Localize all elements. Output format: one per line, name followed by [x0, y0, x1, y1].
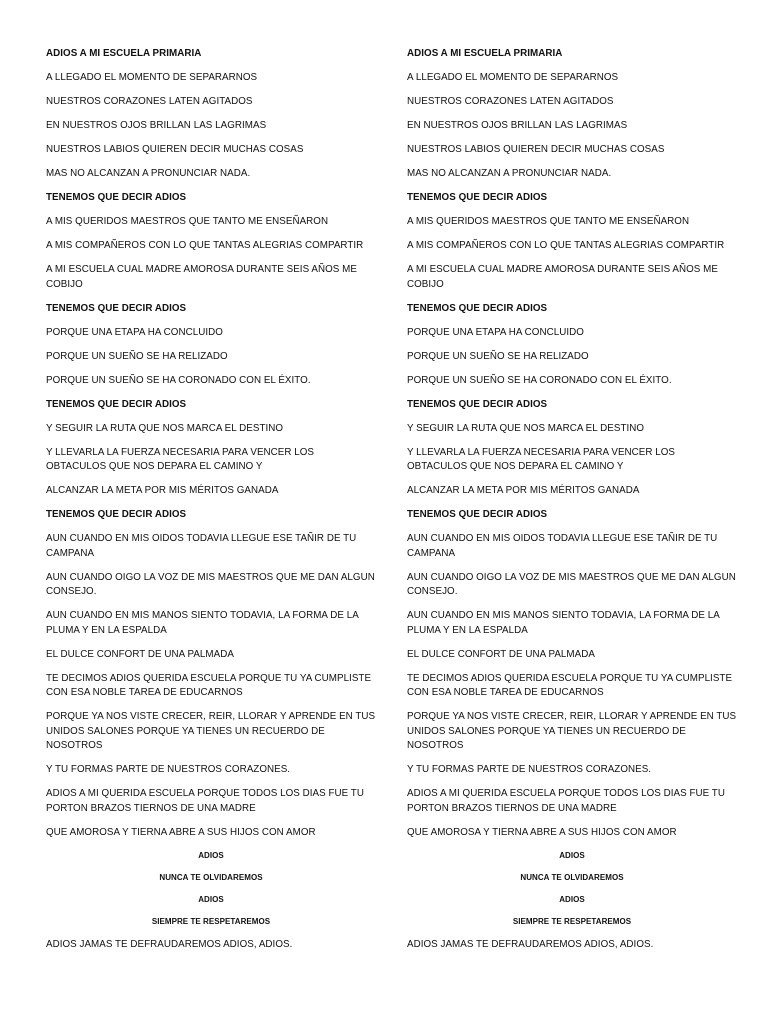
poem-line-right: QUE AMOROSA Y TIERNA ABRE A SUS HIJOS CON AMOR [407, 826, 677, 838]
poem-line-right: AUN CUANDO EN MIS OIDOS TODAVIA LLEGUE ESE TAÑIR DE TU CAMPANA [407, 533, 718, 559]
poem-line-right: Y TU FORMAS PARTE DE NUESTROS CORAZONES. [407, 764, 652, 775]
poem-line-left: NUESTROS CORAZONES LATEN AGITADOS [46, 96, 253, 107]
poem-line-left: PORQUE UNA ETAPA HA CONCLUIDO [46, 326, 223, 338]
poem-line-left: ADIOS JAMAS TE DEFRAUDAREMOS ADIOS, ADIOS. [46, 938, 293, 950]
poem-line-right: EN NUESTROS OJOS BRILLAN LAS LAGRIMAS [407, 120, 628, 131]
poem-column-right [407, 47, 737, 962]
poem-line-right: Y LLEVARLA LA FUERZA NECESARIA PARA VENCER LOS OBTACULOS QUE NOS DEPARA EL CAMINO Y [407, 446, 676, 472]
poem-line-left: NUESTROS LABIOS QUIEREN DECIR MUCHAS COSAS [46, 144, 304, 155]
poem-line-left: PORQUE UN SUEÑO SE HA RELIZADO [46, 350, 228, 362]
poem-line-right: ADIOS [559, 850, 585, 860]
poem-line-right: TE DECIMOS ADIOS QUERIDA ESCUELA PORQUE TU YA CUMPLISTE CON ESA NOBLE TAREA DE EDUCARNOS [407, 672, 733, 698]
poem-line-right: ADIOS A MI QUERIDA ESCUELA PORQUE TODOS LOS DIAS FUE TU PORTON BRAZOS TIERNOS DE UNA MADRE [407, 788, 725, 814]
poem-line-right: NUNCA TE OLVIDAREMOS [520, 872, 624, 882]
poem-line-left: Y LLEVARLA LA FUERZA NECESARIA PARA VENCER LOS OBTACULOS QUE NOS DEPARA EL CAMINO Y [46, 446, 315, 472]
poem-line-right: PORQUE YA NOS VISTE CRECER, REIR, LLORAR Y APRENDE EN TUS UNIDOS SALONES PORQUE YA TIENES UN RECUERDO DE NOSOTROS [407, 711, 737, 751]
poem-line-left: A LLEGADO EL MOMENTO DE SEPARARNOS [46, 72, 258, 83]
poem-heading-line-left: ADIOS A MI ESCUELA PRIMARIA [46, 48, 202, 59]
poem-line-left: TE DECIMOS ADIOS QUERIDA ESCUELA PORQUE TU YA CUMPLISTE CON ESA NOBLE TAREA DE EDUCARNOS [46, 672, 372, 698]
poem-line-left: PORQUE UN SUEÑO SE HA CORONADO CON EL ÉXITO. [46, 374, 311, 386]
poem-line-right: ADIOS [559, 894, 585, 904]
poem-line-right: A LLEGADO EL MOMENTO DE SEPARARNOS [407, 72, 619, 83]
poem-line-left: A MI ESCUELA CUAL MADRE AMOROSA DURANTE SEIS AÑOS ME COBIJO [46, 264, 357, 290]
poem-line-left: EN NUESTROS OJOS BRILLAN LAS LAGRIMAS [46, 120, 267, 131]
poem-line-right: A MI ESCUELA CUAL MADRE AMOROSA DURANTE SEIS AÑOS ME COBIJO [407, 264, 718, 290]
poem-line-left: MAS NO ALCANZAN A PRONUNCIAR NADA. [46, 168, 251, 179]
poem-heading-line-right: TENEMOS QUE DECIR ADIOS [407, 398, 548, 410]
poem-heading-line-left: TENEMOS QUE DECIR ADIOS [46, 398, 187, 410]
poem-line-left: Y TU FORMAS PARTE DE NUESTROS CORAZONES. [46, 764, 291, 775]
poem-column-left [46, 47, 376, 962]
poem-line-left: AUN CUANDO OIGO LA VOZ DE MIS MAESTROS QUE ME DAN ALGUN CONSEJO. [46, 571, 375, 597]
poem-line-right: ALCANZAR LA META POR MIS MÉRITOS GANADA [407, 485, 640, 496]
poem-line-right: NUESTROS LABIOS QUIEREN DECIR MUCHAS COSAS [407, 144, 665, 155]
poem-line-left: QUE AMOROSA Y TIERNA ABRE A SUS HIJOS CON AMOR [46, 826, 316, 838]
poem-heading-line-left: TENEMOS QUE DECIR ADIOS [46, 509, 187, 520]
poem-line-right: AUN CUANDO EN MIS MANOS SIENTO TODAVIA, LA FORMA DE LA PLUMA Y EN LA ESPALDA [407, 610, 720, 636]
poem-line-right: A MIS COMPAÑEROS CON LO QUE TANTAS ALEGRIAS COMPARTIR [407, 240, 725, 251]
poem-line-left: ALCANZAR LA META POR MIS MÉRITOS GANADA [46, 485, 279, 496]
poem-heading-line-right: TENEMOS QUE DECIR ADIOS [407, 509, 548, 520]
poem-heading-line-right: TENEMOS QUE DECIR ADIOS [407, 302, 548, 314]
poem-line-right: PORQUE UN SUEÑO SE HA CORONADO CON EL ÉXITO. [407, 374, 672, 386]
poem-line-left: ADIOS [198, 894, 224, 904]
poem-line-right: MAS NO ALCANZAN A PRONUNCIAR NADA. [407, 168, 612, 179]
poem-heading-line-right: ADIOS A MI ESCUELA PRIMARIA [407, 48, 563, 59]
poem-line-left: ADIOS [198, 850, 224, 860]
poem-line-right: ADIOS JAMAS TE DEFRAUDAREMOS ADIOS, ADIOS. [407, 938, 654, 950]
poem-line-right: A MIS QUERIDOS MAESTROS QUE TANTO ME ENSEÑARON [407, 216, 690, 227]
poem-line-right: AUN CUANDO OIGO LA VOZ DE MIS MAESTROS QUE ME DAN ALGUN CONSEJO. [407, 571, 736, 597]
poem-line-left: A MIS COMPAÑEROS CON LO QUE TANTAS ALEGRIAS COMPARTIR [46, 240, 364, 251]
poem-heading-line-left: TENEMOS QUE DECIR ADIOS [46, 192, 187, 203]
poem-line-left: SIEMPRE TE RESPETAREMOS [151, 916, 271, 926]
poem-line-right: Y SEGUIR LA RUTA QUE NOS MARCA EL DESTINO [407, 422, 645, 434]
poem-line-right: PORQUE UNA ETAPA HA CONCLUIDO [407, 326, 584, 338]
poem-line-left: PORQUE YA NOS VISTE CRECER, REIR, LLORAR Y APRENDE EN TUS UNIDOS SALONES PORQUE YA TIENES UN RECUERDO DE NOSOTROS [46, 711, 376, 751]
poem-line-right: SIEMPRE TE RESPETAREMOS [512, 916, 632, 926]
poem-line-left: A MIS QUERIDOS MAESTROS QUE TANTO ME ENSEÑARON [46, 216, 329, 227]
poem-line-left: EL DULCE CONFORT DE UNA PALMADA [46, 648, 234, 660]
poem-line-left: Y SEGUIR LA RUTA QUE NOS MARCA EL DESTINO [46, 422, 284, 434]
poem-line-right: EL DULCE CONFORT DE UNA PALMADA [407, 648, 595, 660]
poem-heading-line-right: TENEMOS QUE DECIR ADIOS [407, 192, 548, 203]
poem-line-left: ADIOS A MI QUERIDA ESCUELA PORQUE TODOS LOS DIAS FUE TU PORTON BRAZOS TIERNOS DE UNA MADRE [46, 788, 364, 814]
poem-line-right: PORQUE UN SUEÑO SE HA RELIZADO [407, 350, 589, 362]
poem-heading-line-left: TENEMOS QUE DECIR ADIOS [46, 302, 187, 314]
poem-line-right: NUESTROS CORAZONES LATEN AGITADOS [407, 96, 614, 107]
poem-line-left: AUN CUANDO EN MIS MANOS SIENTO TODAVIA, LA FORMA DE LA PLUMA Y EN LA ESPALDA [46, 610, 359, 636]
poem-line-left: AUN CUANDO EN MIS OIDOS TODAVIA LLEGUE ESE TAÑIR DE TU CAMPANA [46, 533, 357, 559]
poem-line-left: NUNCA TE OLVIDAREMOS [159, 872, 263, 882]
